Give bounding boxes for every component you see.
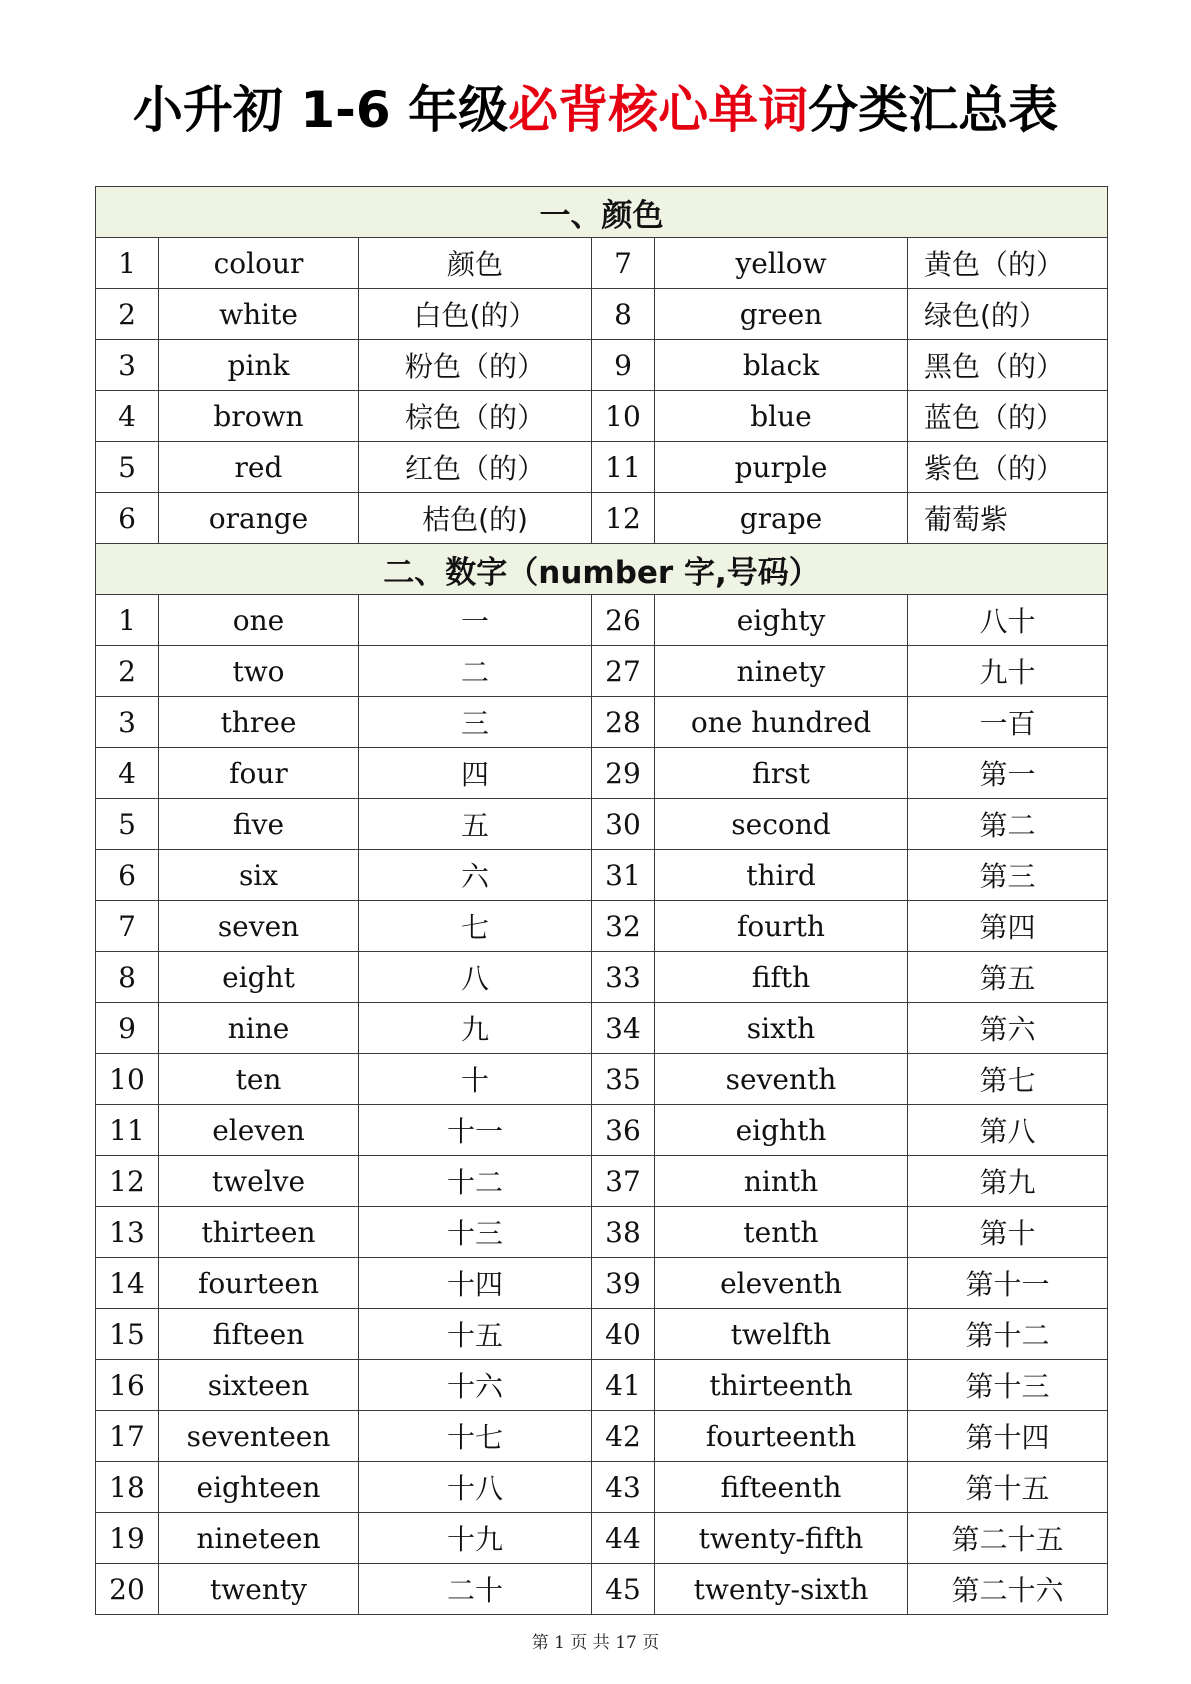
- chinese-meaning-cell: 红色（的）: [359, 442, 592, 493]
- chinese-meaning-cell: 九十: [908, 646, 1108, 697]
- english-word-cell: six: [159, 850, 359, 901]
- chinese-meaning-cell: 绿色(的）: [908, 289, 1108, 340]
- word-number-cell: 4: [96, 748, 159, 799]
- section-header-row: [96, 187, 1108, 238]
- english-word-cell: ninth: [655, 1156, 908, 1207]
- word-number-cell: 14: [96, 1258, 159, 1309]
- chinese-meaning-cell: 第六: [908, 1003, 1108, 1054]
- chinese-meaning-cell: 第五: [908, 952, 1108, 1003]
- chinese-meaning-cell: 十八: [359, 1462, 592, 1513]
- chinese-meaning-cell: 四: [359, 748, 592, 799]
- table-row: [96, 850, 1108, 901]
- chinese-meaning-cell: 七: [359, 901, 592, 952]
- table-row: [96, 1360, 1108, 1411]
- chinese-meaning-cell: 黄色（的）: [908, 238, 1108, 289]
- english-word-cell: two: [159, 646, 359, 697]
- word-number-cell: 6: [96, 493, 159, 544]
- word-number-cell: 1: [96, 595, 159, 646]
- english-word-cell: red: [159, 442, 359, 493]
- table-row: [96, 952, 1108, 1003]
- english-word-cell: seventh: [655, 1054, 908, 1105]
- chinese-meaning-cell: 第十一: [908, 1258, 1108, 1309]
- chinese-meaning-cell: 十六: [359, 1360, 592, 1411]
- english-word-cell: nineteen: [159, 1513, 359, 1564]
- word-number-cell: 1: [96, 238, 159, 289]
- chinese-meaning-cell: 第十: [908, 1207, 1108, 1258]
- english-word-cell: brown: [159, 391, 359, 442]
- word-number-cell: 44: [592, 1513, 655, 1564]
- word-number-cell: 18: [96, 1462, 159, 1513]
- word-number-cell: 19: [96, 1513, 159, 1564]
- word-number-cell: 13: [96, 1207, 159, 1258]
- chinese-meaning-cell: 第二十六: [908, 1564, 1108, 1615]
- english-word-cell: orange: [159, 493, 359, 544]
- english-word-cell: eighty: [655, 595, 908, 646]
- word-number-cell: 4: [96, 391, 159, 442]
- english-word-cell: eighth: [655, 1105, 908, 1156]
- word-number-cell: 42: [592, 1411, 655, 1462]
- chinese-meaning-cell: 第七: [908, 1054, 1108, 1105]
- table-row: [96, 1411, 1108, 1462]
- word-number-cell: 36: [592, 1105, 655, 1156]
- english-word-cell: third: [655, 850, 908, 901]
- word-number-cell: 17: [96, 1411, 159, 1462]
- chinese-meaning-cell: 十三: [359, 1207, 592, 1258]
- word-number-cell: 33: [592, 952, 655, 1003]
- word-number-cell: 30: [592, 799, 655, 850]
- chinese-meaning-cell: 桔色(的): [359, 493, 592, 544]
- english-word-cell: blue: [655, 391, 908, 442]
- english-word-cell: grape: [655, 493, 908, 544]
- chinese-meaning-cell: 第十四: [908, 1411, 1108, 1462]
- word-number-cell: 12: [96, 1156, 159, 1207]
- chinese-meaning-cell: 十二: [359, 1156, 592, 1207]
- english-word-cell: twelfth: [655, 1309, 908, 1360]
- word-number-cell: 11: [592, 442, 655, 493]
- english-word-cell: seventeen: [159, 1411, 359, 1462]
- table-row: [96, 646, 1108, 697]
- table-row: [96, 697, 1108, 748]
- english-word-cell: second: [655, 799, 908, 850]
- word-number-cell: 10: [96, 1054, 159, 1105]
- word-number-cell: 7: [592, 238, 655, 289]
- chinese-meaning-cell: 葡萄紫: [908, 493, 1108, 544]
- english-word-cell: one hundred: [655, 697, 908, 748]
- word-number-cell: 37: [592, 1156, 655, 1207]
- chinese-meaning-cell: 紫色（的）: [908, 442, 1108, 493]
- english-word-cell: fifteen: [159, 1309, 359, 1360]
- english-word-cell: fourteenth: [655, 1411, 908, 1462]
- english-word-cell: fourteen: [159, 1258, 359, 1309]
- word-number-cell: 9: [96, 1003, 159, 1054]
- english-word-cell: twenty-fifth: [655, 1513, 908, 1564]
- english-word-cell: ninety: [655, 646, 908, 697]
- chinese-meaning-cell: 一: [359, 595, 592, 646]
- chinese-meaning-cell: 十九: [359, 1513, 592, 1564]
- word-number-cell: 2: [96, 646, 159, 697]
- page-footer: 第 1 页 共 17 页: [531, 1633, 660, 1653]
- english-word-cell: sixteen: [159, 1360, 359, 1411]
- word-number-cell: 9: [592, 340, 655, 391]
- chinese-meaning-cell: 第十五: [908, 1462, 1108, 1513]
- english-word-cell: black: [655, 340, 908, 391]
- word-number-cell: 12: [592, 493, 655, 544]
- table-row: [96, 1462, 1108, 1513]
- english-word-cell: first: [655, 748, 908, 799]
- table-row: [96, 1156, 1108, 1207]
- word-number-cell: 15: [96, 1309, 159, 1360]
- english-word-cell: twelve: [159, 1156, 359, 1207]
- word-number-cell: 16: [96, 1360, 159, 1411]
- english-word-cell: three: [159, 697, 359, 748]
- chinese-meaning-cell: 粉色（的）: [359, 340, 592, 391]
- table-row: [96, 1105, 1108, 1156]
- word-number-cell: 5: [96, 799, 159, 850]
- table-row: [96, 1564, 1108, 1615]
- word-number-cell: 26: [592, 595, 655, 646]
- table-row: [96, 901, 1108, 952]
- english-word-cell: eleven: [159, 1105, 359, 1156]
- chinese-meaning-cell: 第九: [908, 1156, 1108, 1207]
- table-row: [96, 1054, 1108, 1105]
- chinese-meaning-cell: 第十二: [908, 1309, 1108, 1360]
- table-row: [96, 391, 1108, 442]
- english-word-cell: five: [159, 799, 359, 850]
- word-number-cell: 8: [96, 952, 159, 1003]
- table-row: [96, 1258, 1108, 1309]
- table-row: [96, 289, 1108, 340]
- table-row: [96, 1207, 1108, 1258]
- chinese-meaning-cell: 八十: [908, 595, 1108, 646]
- word-number-cell: 3: [96, 697, 159, 748]
- english-word-cell: fifth: [655, 952, 908, 1003]
- word-number-cell: 43: [592, 1462, 655, 1513]
- chinese-meaning-cell: 五: [359, 799, 592, 850]
- word-number-cell: 35: [592, 1054, 655, 1105]
- chinese-meaning-cell: 十五: [359, 1309, 592, 1360]
- title-suffix: 分类汇总表: [808, 81, 1059, 139]
- page-title: [0, 72, 1191, 148]
- table-row: [96, 1309, 1108, 1360]
- chinese-meaning-cell: 第一: [908, 748, 1108, 799]
- word-number-cell: 11: [96, 1105, 159, 1156]
- english-word-cell: yellow: [655, 238, 908, 289]
- chinese-meaning-cell: 第二十五: [908, 1513, 1108, 1564]
- table-row: [96, 799, 1108, 850]
- chinese-meaning-cell: 八: [359, 952, 592, 1003]
- english-word-cell: green: [655, 289, 908, 340]
- chinese-meaning-cell: 六: [359, 850, 592, 901]
- english-word-cell: sixth: [655, 1003, 908, 1054]
- table-row: [96, 442, 1108, 493]
- word-number-cell: 28: [592, 697, 655, 748]
- word-number-cell: 27: [592, 646, 655, 697]
- section-heading: 一、颜色: [96, 187, 1108, 238]
- chinese-meaning-cell: 一百: [908, 697, 1108, 748]
- chinese-meaning-cell: 三: [359, 697, 592, 748]
- table-row: [96, 238, 1108, 289]
- section-heading: 二、数字（number 字,号码）: [96, 544, 1108, 595]
- word-number-cell: 39: [592, 1258, 655, 1309]
- chinese-meaning-cell: 蓝色（的）: [908, 391, 1108, 442]
- english-word-cell: nine: [159, 1003, 359, 1054]
- vocabulary-table-body: [96, 187, 1108, 1615]
- chinese-meaning-cell: 十七: [359, 1411, 592, 1462]
- chinese-meaning-cell: 颜色: [359, 238, 592, 289]
- english-word-cell: thirteen: [159, 1207, 359, 1258]
- table-row: [96, 748, 1108, 799]
- table-row: [96, 340, 1108, 391]
- english-word-cell: four: [159, 748, 359, 799]
- english-word-cell: tenth: [655, 1207, 908, 1258]
- english-word-cell: fifteenth: [655, 1462, 908, 1513]
- word-number-cell: 20: [96, 1564, 159, 1615]
- word-number-cell: 34: [592, 1003, 655, 1054]
- table-row: [96, 1513, 1108, 1564]
- word-number-cell: 7: [96, 901, 159, 952]
- english-word-cell: eight: [159, 952, 359, 1003]
- word-number-cell: 8: [592, 289, 655, 340]
- chinese-meaning-cell: 第十三: [908, 1360, 1108, 1411]
- table-row: [96, 595, 1108, 646]
- word-number-cell: 32: [592, 901, 655, 952]
- chinese-meaning-cell: 十: [359, 1054, 592, 1105]
- english-word-cell: twenty: [159, 1564, 359, 1615]
- word-number-cell: 5: [96, 442, 159, 493]
- chinese-meaning-cell: 第四: [908, 901, 1108, 952]
- word-number-cell: 3: [96, 340, 159, 391]
- word-number-cell: 45: [592, 1564, 655, 1615]
- chinese-meaning-cell: 第三: [908, 850, 1108, 901]
- chinese-meaning-cell: 白色(的）: [359, 289, 592, 340]
- chinese-meaning-cell: 第八: [908, 1105, 1108, 1156]
- word-number-cell: 41: [592, 1360, 655, 1411]
- chinese-meaning-cell: 九: [359, 1003, 592, 1054]
- chinese-meaning-cell: 十四: [359, 1258, 592, 1309]
- chinese-meaning-cell: 棕色（的）: [359, 391, 592, 442]
- word-number-cell: 29: [592, 748, 655, 799]
- table-row: [96, 1003, 1108, 1054]
- english-word-cell: seven: [159, 901, 359, 952]
- word-number-cell: 6: [96, 850, 159, 901]
- table-row: [96, 493, 1108, 544]
- english-word-cell: colour: [159, 238, 359, 289]
- chinese-meaning-cell: 二: [359, 646, 592, 697]
- english-word-cell: ten: [159, 1054, 359, 1105]
- english-word-cell: twenty-sixth: [655, 1564, 908, 1615]
- word-number-cell: 10: [592, 391, 655, 442]
- chinese-meaning-cell: 黑色（的）: [908, 340, 1108, 391]
- english-word-cell: eighteen: [159, 1462, 359, 1513]
- english-word-cell: eleventh: [655, 1258, 908, 1309]
- word-number-cell: 38: [592, 1207, 655, 1258]
- word-number-cell: 2: [96, 289, 159, 340]
- english-word-cell: one: [159, 595, 359, 646]
- english-word-cell: white: [159, 289, 359, 340]
- vocabulary-table: [95, 186, 1108, 1615]
- section-header-row: [96, 544, 1108, 595]
- chinese-meaning-cell: 十一: [359, 1105, 592, 1156]
- english-word-cell: pink: [159, 340, 359, 391]
- title-highlight: 必背核心单词: [508, 81, 809, 139]
- english-word-cell: purple: [655, 442, 908, 493]
- english-word-cell: fourth: [655, 901, 908, 952]
- word-number-cell: 40: [592, 1309, 655, 1360]
- word-number-cell: 31: [592, 850, 655, 901]
- chinese-meaning-cell: 二十: [359, 1564, 592, 1615]
- english-word-cell: thirteenth: [655, 1360, 908, 1411]
- chinese-meaning-cell: 第二: [908, 799, 1108, 850]
- title-prefix: 小升初 1-6 年级: [132, 81, 509, 139]
